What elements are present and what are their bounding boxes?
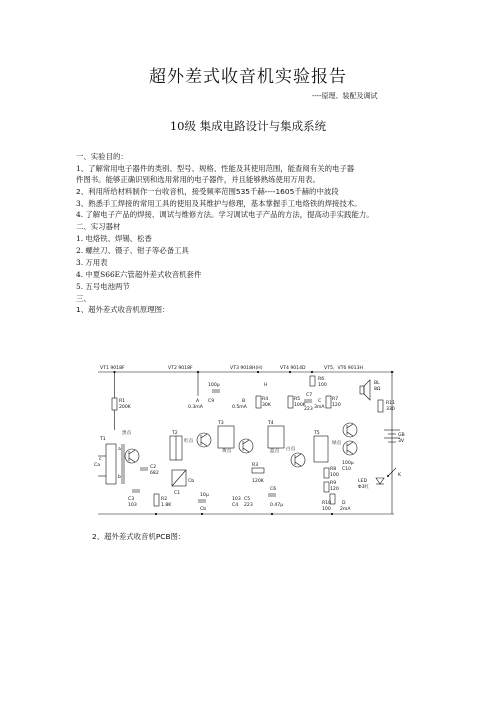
svg-text:C: C [318, 399, 322, 404]
svg-text:120: 120 [330, 487, 339, 492]
section-1-heading: 一、实验目的： [76, 152, 128, 161]
svg-text:R5: R5 [294, 397, 301, 402]
svg-text:100K: 100K [294, 403, 306, 408]
svg-text:C9: C9 [208, 399, 215, 404]
svg-text:a: a [118, 447, 121, 452]
report-title: 超外差式收音机实验报告 [149, 67, 347, 87]
svg-text:100: 100 [330, 473, 339, 478]
vt5-vt6-label: VT5、VT6 9013H [324, 366, 363, 371]
equipment-item: 4. 中夏S66E六管超外差式收音机套件 [76, 270, 202, 279]
schematic-caption: 1、超外差式收音机原理图： [76, 305, 170, 314]
svg-text:103: 103 [232, 497, 241, 502]
svg-text:绿点: 绿点 [332, 441, 342, 446]
svg-text:R4: R4 [262, 397, 269, 402]
svg-text:0.3mA: 0.3mA [188, 405, 203, 410]
pcb-caption: 2、超外差式收音机PCB图： [92, 532, 186, 541]
svg-text:Cb: Cb [188, 479, 195, 484]
class-heading: 10级 集成电路设计与集成系统 [169, 119, 327, 133]
svg-text:C10: C10 [342, 467, 352, 472]
svg-text:白点: 白点 [286, 447, 296, 452]
svg-text:A: A [196, 399, 200, 404]
equipment-item: 5. 五号电池两节 [76, 282, 130, 291]
svg-text:3mA: 3mA [314, 405, 325, 410]
svg-text:R11: R11 [386, 401, 396, 406]
svg-text:100μ: 100μ [208, 383, 220, 388]
svg-text:30K: 30K [262, 403, 271, 408]
svg-text:120K: 120K [252, 479, 264, 484]
objective-3: 3、熟悉手工焊接的常用工具的使用及其维护与修理，基本掌握手工电烙铁的焊接技术。 [76, 199, 362, 208]
equipment-item: 2. 螺丝刀、镊子、钳子等必备工具 [76, 246, 189, 255]
svg-text:1.8K: 1.8K [161, 503, 172, 508]
objective-1a: 1、了解常用电子器件的类别、型号、规格、性能及其使用范围，能查阅有关的电子器 [76, 164, 355, 173]
svg-text:C4: C4 [232, 503, 239, 508]
svg-text:682: 682 [150, 471, 159, 476]
equipment-item: 1. 电烙铁、焊锡、松香 [76, 234, 152, 243]
vt4-label: VT4 9014D [280, 366, 306, 371]
svg-text:120: 120 [332, 403, 341, 408]
r1-label: R1 [119, 399, 126, 404]
equipment-item: 3. 万用表 [76, 258, 108, 267]
svg-text:T2: T2 [172, 431, 178, 436]
svg-text:T5: T5 [314, 431, 320, 436]
svg-text:R3: R3 [252, 463, 259, 468]
svg-text:T3: T3 [218, 421, 224, 426]
svg-text:R8: R8 [330, 467, 337, 472]
t1-label: T1 [100, 437, 106, 442]
svg-text:223: 223 [304, 407, 313, 412]
svg-text:8Ω: 8Ω [374, 387, 381, 392]
vt3-label: VT3 9018H(H) [230, 366, 263, 371]
svg-text:100: 100 [318, 383, 327, 388]
vt2-label: VT2 9018F [168, 366, 193, 371]
svg-text:0.5mA: 0.5mA [232, 405, 247, 410]
svg-text:100: 100 [322, 507, 331, 512]
svg-text:黄点: 黄点 [222, 449, 232, 454]
svg-text:Φ3红: Φ3红 [358, 485, 370, 490]
svg-text:100μ: 100μ [342, 461, 354, 466]
svg-text:D: D [342, 501, 346, 506]
svg-text:b: b [118, 475, 121, 480]
receiver-schematic [92, 360, 410, 520]
svg-text:C3: C3 [128, 497, 135, 502]
svg-text:Ca: Ca [94, 463, 101, 468]
svg-text:103: 103 [128, 503, 137, 508]
svg-text:C6: C6 [270, 487, 277, 492]
svg-text:R9: R9 [330, 481, 337, 486]
section-3-heading: 三、 [76, 294, 91, 303]
svg-text:K: K [398, 473, 402, 478]
svg-text:R6: R6 [318, 377, 325, 382]
svg-text:2mA: 2mA [340, 507, 351, 512]
svg-text:H: H [264, 383, 268, 388]
svg-text:C7: C7 [306, 393, 313, 398]
svg-text:Cb: Cb [200, 507, 207, 512]
svg-text:蓝点: 蓝点 [270, 449, 280, 454]
r1-value: 200K [119, 405, 131, 410]
svg-text:330: 330 [386, 407, 395, 412]
svg-text:c: c [99, 457, 102, 462]
svg-text:C2: C2 [150, 465, 157, 470]
section-2-heading: 二、实习器材 [76, 222, 121, 231]
svg-text:B: B [242, 399, 246, 404]
svg-text:R10: R10 [322, 501, 332, 506]
svg-text:GB: GB [398, 433, 405, 438]
svg-text:C5: C5 [244, 497, 251, 502]
svg-text:10μ: 10μ [200, 493, 209, 498]
svg-text:T4: T4 [268, 421, 274, 426]
objective-4: 4. 了解电子产品的焊接、调试与维修方法。学习调试电子产品的方法，提高动手实践能力。 [76, 210, 374, 219]
vt1-label: VT1 9018F [100, 366, 125, 371]
svg-text:223: 223 [244, 503, 253, 508]
objective-2: 2、利用所给材料制作一台收音机，接受频率范围535千赫----1605千赫的中波段 [76, 187, 339, 196]
svg-text:R2: R2 [161, 497, 168, 502]
svg-text:R7: R7 [332, 397, 339, 402]
svg-text:0.47μ: 0.47μ [270, 503, 284, 508]
svg-text:C1: C1 [174, 491, 181, 496]
svg-text:红点: 红点 [184, 439, 194, 444]
svg-text:BL: BL [374, 381, 380, 386]
report-subtitle: ----原理、装配及调试 [312, 92, 378, 100]
svg-text:LED: LED [358, 479, 367, 484]
svg-text:黑点: 黑点 [122, 431, 132, 436]
svg-text:3V: 3V [398, 439, 405, 444]
objective-1b: 件图书。能够正确识别和选用常用的电子器件，并且能够熟练使用万用表。 [76, 175, 320, 184]
